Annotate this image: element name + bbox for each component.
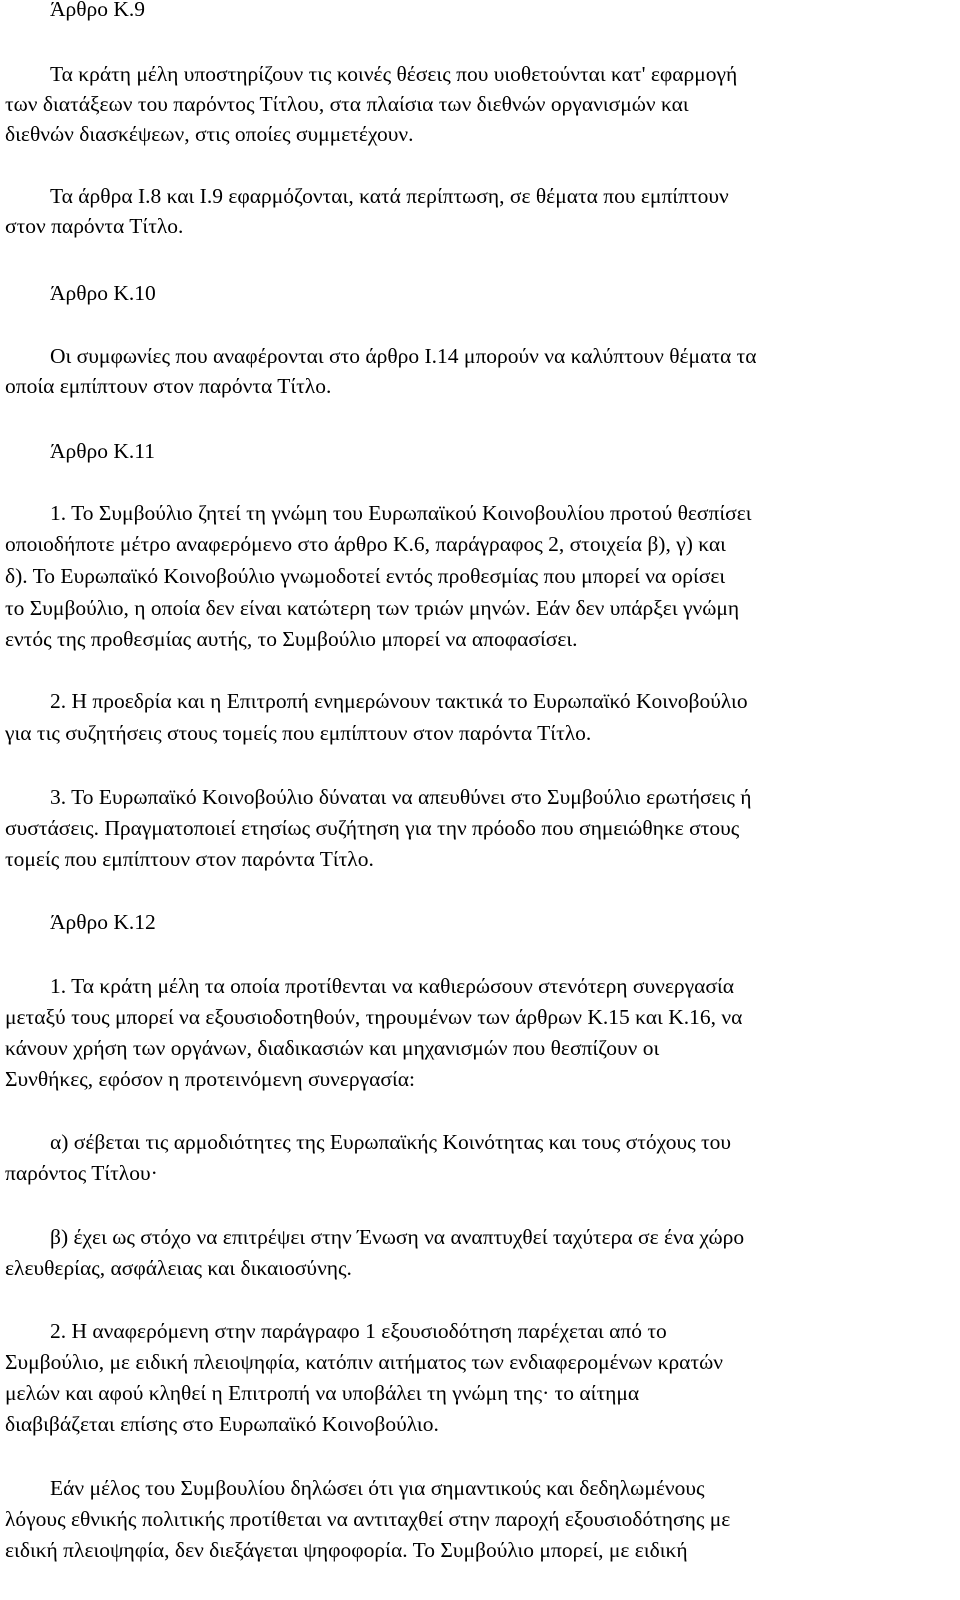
article-k12-pa-line-2: παρόντος Τίτλου· — [5, 1161, 158, 1185]
article-k12-p1-line-4: Συνθήκες, εφόσον η προτεινόμενη συνεργασία: — [5, 1067, 416, 1091]
article-k9-p1-line-2: των διατάξεων του παρόντος Τίτλου, στα πλαίσια των διεθνών οργανισμών και — [5, 92, 689, 116]
article-k11-p1-line-3: δ). Το Ευρωπαϊκό Κοινοβούλιο γνωμοδοτεί εντός προθεσμίας που μπορεί να ορίσει — [5, 564, 726, 588]
article-k12-title: Άρθρο Κ.12 — [50, 910, 156, 934]
article-k9-p2-line-1: Τα άρθρα Ι.8 και Ι.9 εφαρμόζονται, κατά περίπτωση, σε θέματα που εμπίπτουν — [50, 184, 729, 208]
article-k9-p1-line-1: Τα κράτη μέλη υποστηρίζουν τις κοινές θέσεις που υιοθετούνται κατ' εφαρμογή — [50, 62, 738, 86]
article-k9-title: Άρθρο Κ.9 — [50, 0, 146, 21]
article-k11-p3-line-3: τομείς που εμπίπτουν στον παρόντα Τίτλο. — [5, 847, 374, 871]
article-k11-p1-line-2: οποιοδήποτε μέτρο αναφερόμενο στο άρθρο Κ.6, παράγραφος 2, στοιχεία β), γ) και — [5, 532, 726, 556]
article-k9-p2-line-2: στον παρόντα Τίτλο. — [5, 214, 184, 238]
article-k12-p2-line-2: Συμβούλιο, με ειδική πλειοψηφία, κατόπιν αιτήματος των ενδιαφερομένων κρατών — [5, 1350, 723, 1374]
article-k12-p2-line-1: 2. Η αναφερόμενη στην παράγραφο 1 εξουσιοδότηση παρέχεται από το — [50, 1319, 667, 1343]
article-k12-pb-line-2: ελευθερίας, ασφάλειας και δικαιοσύνης. — [5, 1256, 352, 1280]
article-k11-p3-line-2: συστάσεις. Πραγματοποιεί ετησίως συζήτηση για την πρόοδο που σημειώθηκε στους — [5, 816, 740, 840]
article-k10-title: Άρθρο Κ.10 — [50, 281, 156, 305]
article-k12-p3-line-3: ειδική πλειοψηφία, δεν διεξάγεται ψηφοφορία. Το Συμβούλιο μπορεί, με ειδική — [5, 1538, 688, 1562]
article-k12-p1-line-3: κάνουν χρήση των οργάνων, διαδικασιών και μηχανισμών που θεσπίζουν οι — [5, 1036, 660, 1060]
article-k12-p3-line-1: Εάν μέλος του Συμβουλίου δηλώσει ότι για σημαντικούς και δεδηλωμένους — [50, 1476, 705, 1500]
article-k11-p2-line-2: για τις συζητήσεις στους τομείς που εμπίπτουν στον παρόντα Τίτλο. — [5, 721, 592, 745]
article-k10-p1-line-1: Οι συμφωνίες που αναφέρονται στο άρθρο Ι.14 μπορούν να καλύπτουν θέματα τα — [50, 344, 757, 368]
article-k12-p1-line-2: μεταξύ τους μπορεί να εξουσιοδοτηθούν, τηρουμένων των άρθρων Κ.15 και Κ.16, να — [5, 1005, 743, 1029]
article-k11-p1-line-1: 1. Το Συμβούλιο ζητεί τη γνώμη του Ευρωπαϊκού Κοινοβουλίου προτού θεσπίσει — [50, 501, 752, 525]
article-k11-title: Άρθρο Κ.11 — [50, 439, 156, 463]
article-k12-pa-line-1: α) σέβεται τις αρμοδιότητες της Ευρωπαϊκής Κοινότητας και τους στόχους του — [50, 1130, 732, 1154]
article-k11-p2-line-1: 2. Η προεδρία και η Επιτροπή ενημερώνουν τακτικά το Ευρωπαϊκό Κοινοβούλιο — [50, 689, 748, 713]
article-k12-p2-line-3: μελών και αφού κληθεί η Επιτροπή να υποβάλει τη γνώμη της· το αίτημα — [5, 1381, 640, 1405]
article-k11-p3-line-1: 3. Το Ευρωπαϊκό Κοινοβούλιο δύναται να απευθύνει στο Συμβούλιο ερωτήσεις ή — [50, 785, 752, 809]
article-k12-p3-line-2: λόγους εθνικής πολιτικής προτίθεται να αντιταχθεί στην παροχή εξουσιοδότησης με — [5, 1507, 731, 1531]
article-k12-p2-line-4: διαβιβάζεται επίσης στο Ευρωπαϊκό Κοινοβούλιο. — [5, 1412, 439, 1436]
article-k9-p1-line-3: διεθνών διασκέψεων, στις οποίες συμμετέχουν. — [5, 122, 414, 146]
article-k11-p1-line-5: εντός της προθεσμίας αυτής, το Συμβούλιο μπορεί να αποφασίσει. — [5, 627, 578, 651]
article-k10-p1-line-2: οποία εμπίπτουν στον παρόντα Τίτλο. — [5, 374, 332, 398]
article-k12-pb-line-1: β) έχει ως στόχο να επιτρέψει στην Ένωση να αναπτυχθεί ταχύτερα σε ένα χώρο — [50, 1225, 745, 1249]
article-k12-p1-line-1: 1. Τα κράτη μέλη τα οποία προτίθενται να καθιερώσουν στενότερη συνεργασία — [50, 974, 735, 998]
article-k11-p1-line-4: το Συμβούλιο, η οποία δεν είναι κατώτερη των τριών μηνών. Εάν δεν υπάρξει γνώμη — [5, 596, 740, 620]
